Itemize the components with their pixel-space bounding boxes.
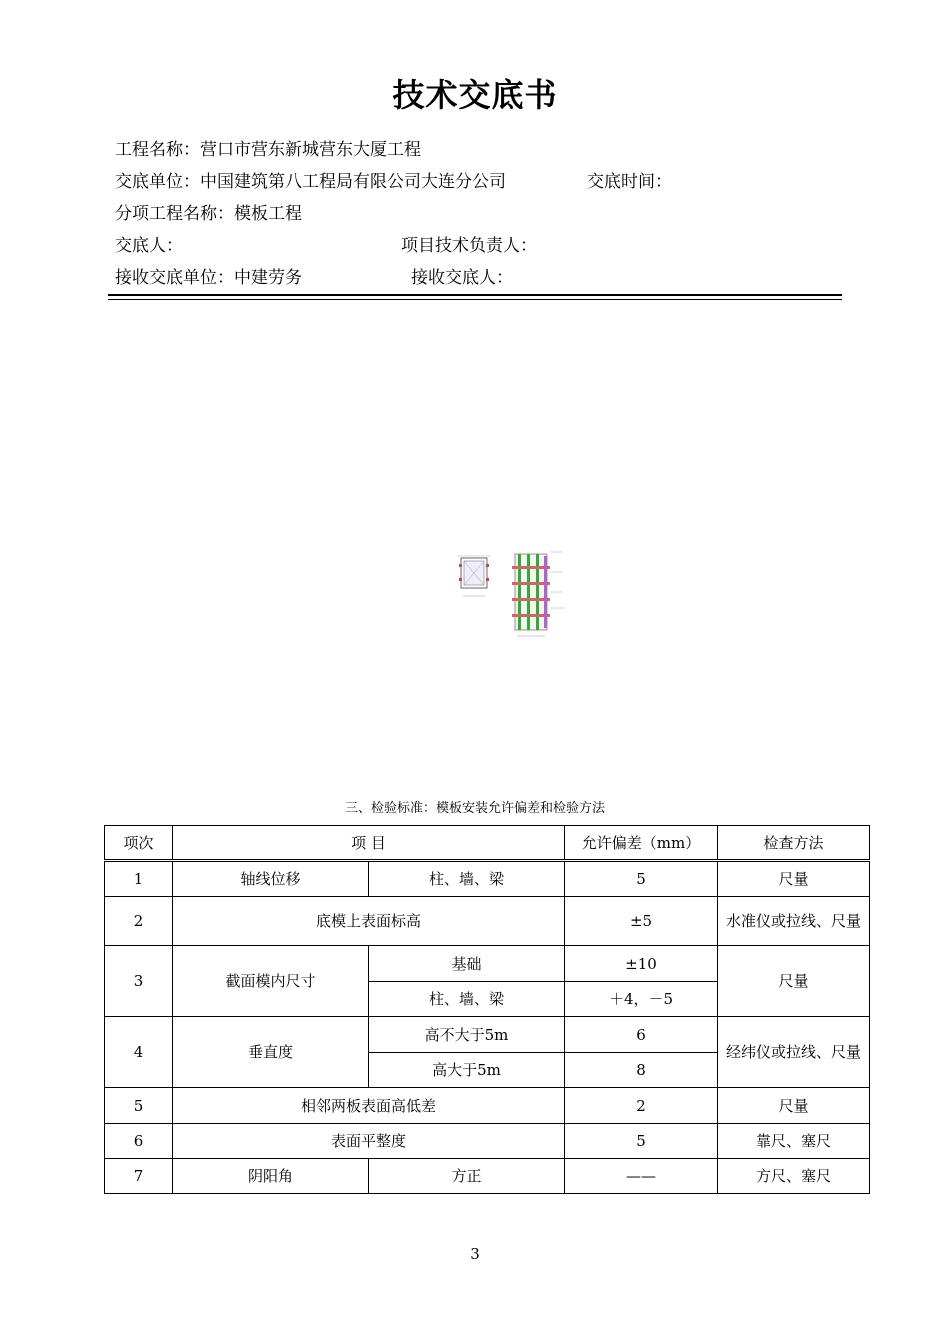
table-row bbox=[105, 1088, 870, 1124]
item-cell: 截面模内尺寸 bbox=[173, 946, 369, 1017]
document-title: 技术交底书 bbox=[392, 76, 558, 114]
tolerance-cell: ±5 bbox=[565, 897, 718, 946]
tolerance-cell: 2 bbox=[565, 1088, 718, 1124]
row-number: 2 bbox=[105, 897, 173, 946]
sub-project-line: 分项工程名称：模板工程 bbox=[115, 204, 302, 224]
method-cell: 尺量 bbox=[718, 946, 870, 1017]
row-number: 7 bbox=[105, 1159, 173, 1194]
table-header-row bbox=[105, 826, 870, 861]
header-rule-thick bbox=[108, 294, 842, 296]
receiving-person-label: 接收交底人： bbox=[411, 268, 513, 288]
sub-item-cell: 方正 bbox=[369, 1159, 565, 1194]
method-cell: 经纬仪或拉线、尺量 bbox=[718, 1017, 870, 1088]
item-cell: 相邻两板表面高低差 bbox=[173, 1088, 565, 1124]
table-row bbox=[105, 861, 870, 897]
table-row bbox=[105, 897, 870, 946]
header-cell: 检查方法 bbox=[718, 826, 870, 861]
tolerance-cell: 5 bbox=[565, 1124, 718, 1159]
person-label: 交底人： bbox=[115, 236, 183, 256]
item-cell: 底模上表面标高 bbox=[173, 897, 565, 946]
tech-lead-label: 项目技术负责人： bbox=[401, 236, 537, 256]
item-cell: 轴线位移 bbox=[173, 861, 369, 897]
row-number: 3 bbox=[105, 946, 173, 1017]
row-number: 5 bbox=[105, 1088, 173, 1124]
tolerance-cell: ±10 bbox=[565, 946, 718, 982]
item-cell: 阴阳角 bbox=[173, 1159, 369, 1194]
sub-item-cell: 高不大于5m bbox=[369, 1017, 565, 1053]
tolerance-cell: 5 bbox=[565, 861, 718, 897]
header-rule-thin bbox=[108, 299, 842, 300]
table-row bbox=[105, 946, 870, 982]
row-number: 4 bbox=[105, 1017, 173, 1088]
tolerance-cell: —— bbox=[565, 1159, 718, 1194]
formwork-diagram-image bbox=[455, 548, 575, 640]
item-cell: 垂直度 bbox=[173, 1017, 369, 1088]
row-number: 6 bbox=[105, 1124, 173, 1159]
method-cell: 尺量 bbox=[718, 1088, 870, 1124]
table-row bbox=[105, 1124, 870, 1159]
sub-item-cell: 基础 bbox=[369, 946, 565, 982]
header-cell: 项次 bbox=[105, 826, 173, 861]
tolerance-table bbox=[104, 825, 870, 1194]
tolerance-cell: ＋4，－5 bbox=[565, 982, 718, 1017]
table-row bbox=[105, 1017, 870, 1053]
table-row bbox=[105, 1159, 870, 1194]
time-label: 交底时间： bbox=[587, 172, 672, 192]
method-cell: 水准仪或拉线、尺量 bbox=[718, 897, 870, 946]
page-number: 3 bbox=[470, 1245, 480, 1263]
row-number: 1 bbox=[105, 861, 173, 897]
method-cell: 靠尺、塞尺 bbox=[718, 1124, 870, 1159]
sub-item-cell: 高大于5m bbox=[369, 1053, 565, 1088]
header-cell: 项 目 bbox=[173, 826, 565, 861]
sub-item-cell: 柱、墙、梁 bbox=[369, 982, 565, 1017]
receiving-unit-line: 接收交底单位：中建劳务 bbox=[115, 268, 302, 288]
method-cell: 方尺、塞尺 bbox=[718, 1159, 870, 1194]
tolerance-cell: 8 bbox=[565, 1053, 718, 1088]
sub-item-cell: 柱、墙、梁 bbox=[369, 861, 565, 897]
tolerance-cell: 6 bbox=[565, 1017, 718, 1053]
item-cell: 表面平整度 bbox=[173, 1124, 565, 1159]
project-name-line: 工程名称：营口市营东新城营东大厦工程 bbox=[115, 140, 421, 160]
unit-line: 交底单位：中国建筑第八工程局有限公司大连分公司 bbox=[115, 172, 506, 192]
header-cell: 允许偏差（mm） bbox=[565, 826, 718, 861]
method-cell: 尺量 bbox=[718, 861, 870, 897]
section-title: 三、检验标准：模板安装允许偏差和检验方法 bbox=[344, 801, 605, 816]
